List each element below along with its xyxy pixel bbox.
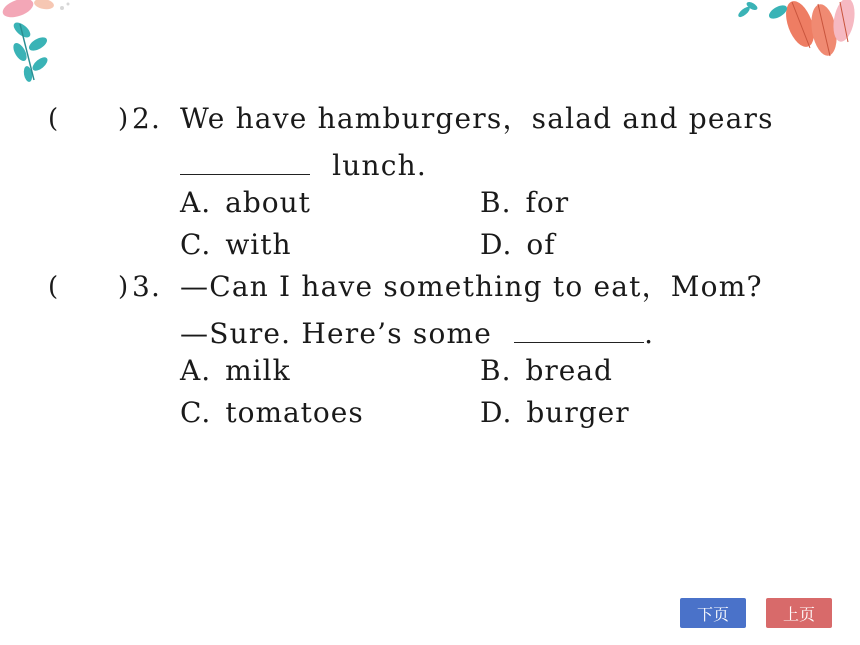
option-text: of	[526, 228, 556, 261]
leaf-decoration-top-left	[0, 0, 90, 90]
answer-paren-close-q2: )	[118, 104, 129, 134]
option-letter: B.	[480, 354, 512, 387]
option-text: milk	[225, 354, 291, 387]
option-letter: D.	[480, 396, 513, 429]
option-letter: C.	[180, 396, 212, 429]
option-q3-c	[180, 396, 364, 430]
option-q3-d	[480, 396, 630, 430]
question-3-period: .	[644, 317, 655, 350]
answer-blank-q3	[514, 312, 644, 343]
answer-paren-open-q3: (	[48, 272, 59, 302]
question-2-stem: We have hamburgers，salad and pears	[180, 102, 774, 135]
option-q3-a	[180, 354, 291, 388]
previous-page-button[interactable]: 上页	[766, 598, 832, 628]
question-3-reply: —Sure. Here’s some	[180, 317, 493, 350]
next-page-button[interactable]: 下页	[680, 598, 746, 628]
option-letter: A.	[180, 186, 212, 219]
option-text: burger	[526, 396, 630, 429]
option-text: about	[225, 186, 311, 219]
option-letter: C.	[180, 228, 212, 261]
option-text: with	[225, 228, 292, 261]
option-q2-a	[180, 186, 311, 220]
question-3-number: 3.	[132, 270, 162, 303]
option-letter: B.	[480, 186, 512, 219]
option-q2-b	[480, 186, 569, 220]
question-3-stem-line2	[180, 312, 654, 351]
answer-paren-close-q3: )	[118, 272, 129, 302]
option-q2-c	[180, 228, 292, 262]
leaf-decoration-top-right	[730, 0, 860, 70]
question-3-stem: —Can I have something to eat，Mom?	[180, 270, 763, 303]
option-text: for	[525, 186, 570, 219]
answer-paren-open-q2: (	[48, 104, 59, 134]
option-text: tomatoes	[225, 396, 364, 429]
question-2-stem-line2	[180, 144, 427, 183]
option-text: bread	[525, 354, 613, 387]
answer-blank-q2	[180, 144, 310, 175]
option-q2-d	[480, 228, 556, 262]
question-2-stem-ending: lunch.	[332, 149, 427, 182]
option-letter: D.	[480, 228, 513, 261]
question-2-number: 2.	[132, 102, 162, 135]
option-letter: A.	[180, 354, 212, 387]
option-q3-b	[480, 354, 613, 388]
